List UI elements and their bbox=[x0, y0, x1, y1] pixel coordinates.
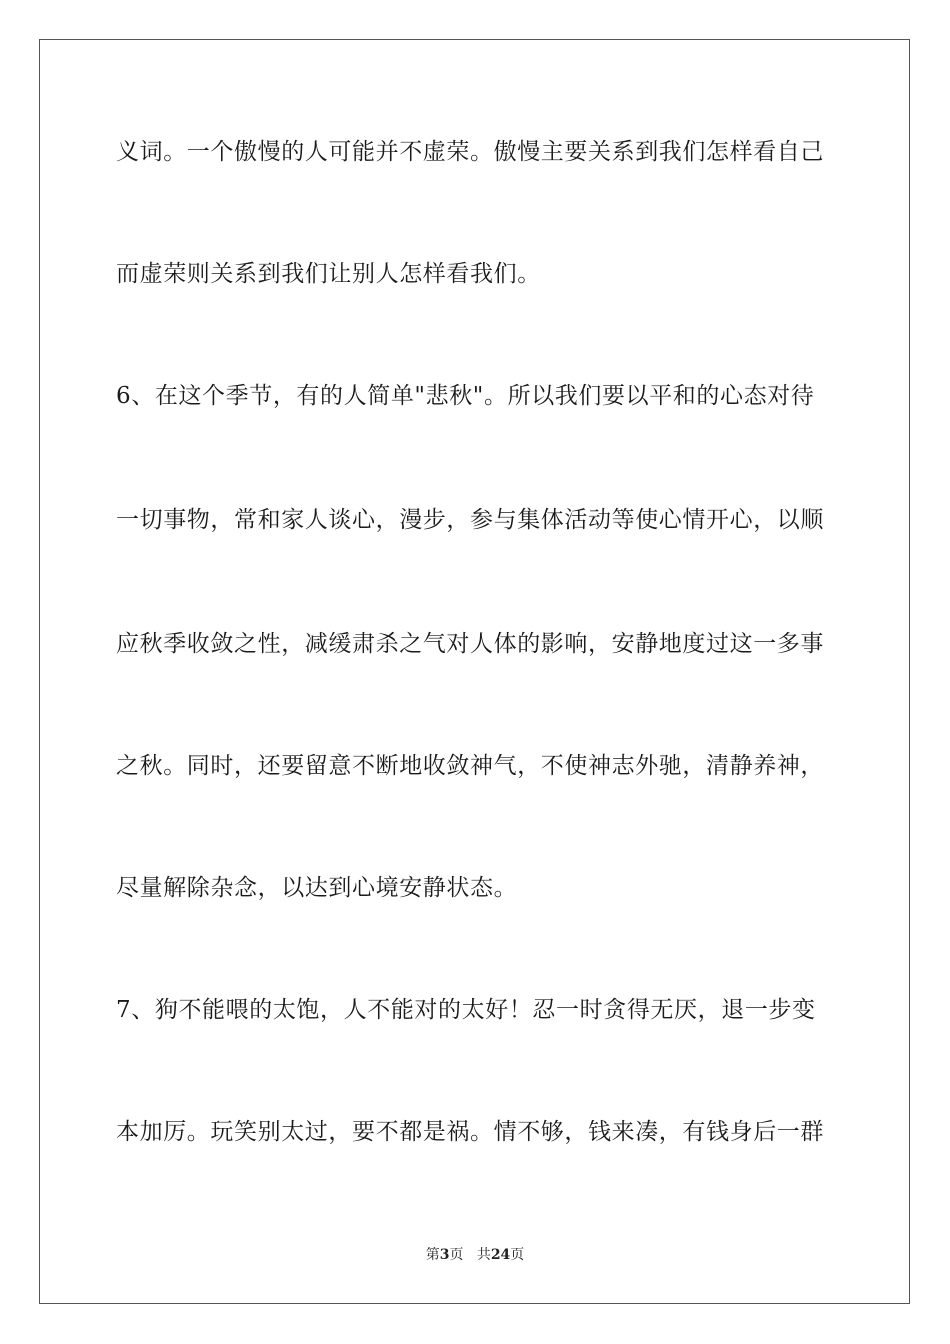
page-number: 3 bbox=[439, 1247, 450, 1263]
text-line-7: 尽量解除杂念，以达到心境安静状态。 bbox=[116, 875, 518, 901]
text-line-1: 义词。一个傲慢的人可能并不虚荣。傲慢主要关系到我们怎样看自己 bbox=[116, 139, 824, 165]
page-prefix: 第 bbox=[425, 1247, 440, 1263]
page-suffix: 页 bbox=[449, 1247, 464, 1263]
text-line-3: 6、在这个季节，有的人简单"悲秋"。所以我们要以平和的心态对待 bbox=[116, 383, 815, 409]
total-prefix: 共 bbox=[476, 1247, 491, 1263]
text-line-5: 应秋季收敛之性，减缓肃杀之气对人体的影响，安静地度过这一多事 bbox=[116, 631, 824, 657]
text-line-2: 而虚荣则关系到我们让别人怎样看我们。 bbox=[116, 261, 541, 287]
text-line-9: 本加厉。玩笑别太过，要不都是祸。情不够，钱来凑，有钱身后一群 bbox=[116, 1119, 824, 1145]
text-line-8: 7、狗不能喂的太饱，人不能对的太好！忍一时贪得无厌，退一步变 bbox=[116, 997, 816, 1023]
total-suffix: 页 bbox=[510, 1247, 525, 1263]
total-pages: 24 bbox=[490, 1247, 511, 1263]
page-footer bbox=[0, 1246, 950, 1264]
text-line-6: 之秋。同时，还要留意不断地收敛神气，不使神志外驰，清静养神， bbox=[116, 753, 824, 779]
text-line-4: 一切事物，常和家人谈心，漫步，参与集体活动等使心情开心，以顺 bbox=[116, 507, 824, 533]
page-border bbox=[39, 39, 910, 1304]
